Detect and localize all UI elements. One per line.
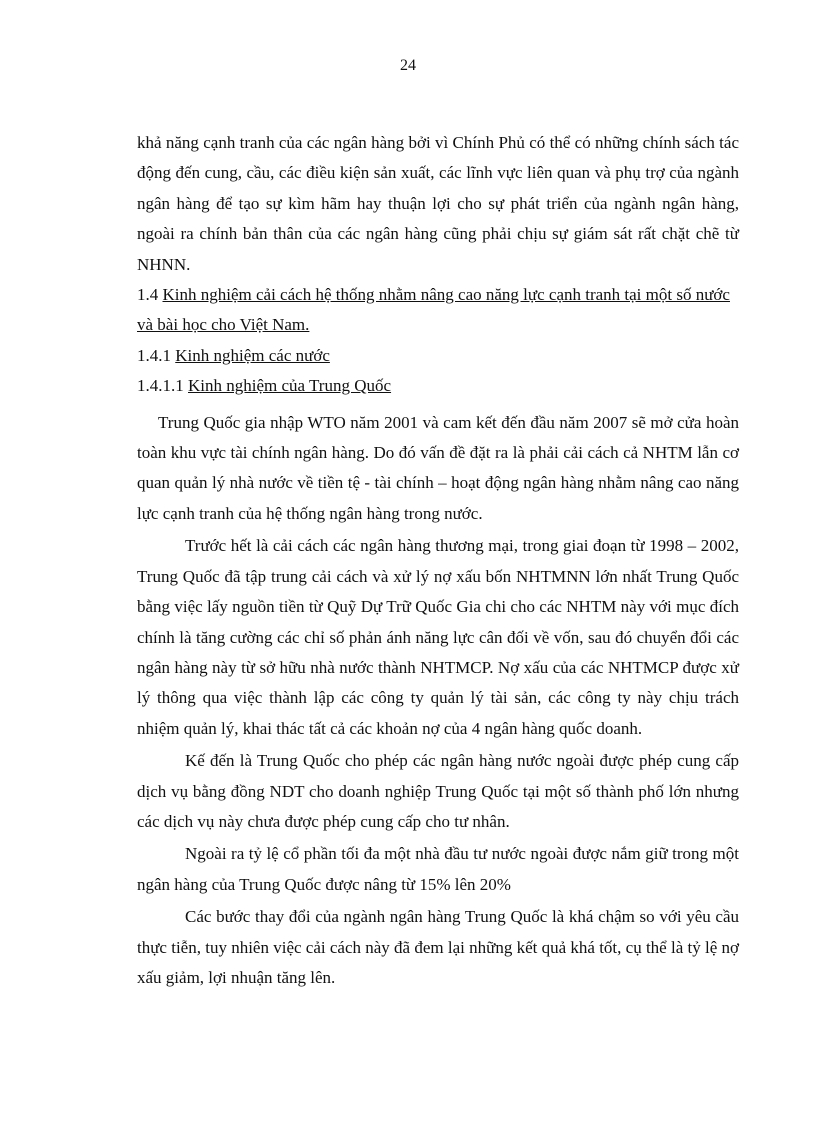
- section-number: 1.4.1.1: [137, 376, 184, 396]
- paragraph-foreign-ownership: Ngoài ra tỷ lệ cổ phần tối đa một nhà đầu tư nước ngoài được nắm giữ trong một ngân hàng của Trung Quốc được nâng từ 15% lên 20%: [137, 844, 739, 894]
- intro-paragraph: khả năng cạnh tranh của các ngân hàng bởi vì Chính Phủ có thể có những chính sách tác động đến cung, cầu, các điều kiện sản xuất, các lĩnh vực liên quan và phụ trợ của ngành ngân hàng để tạo sự kìm hãm hay thuận lợi cho sự phát triển của ngành ngân hàng, ngoài ra chính bản thân của các ngân hàng cũng phải chịu sự giám sát rất chặt chẽ từ NHNN.: [137, 133, 739, 274]
- section-heading-1-4-1-1: [137, 371, 739, 401]
- page-number: 24: [400, 57, 416, 74]
- section-title: Kinh nghiệm cải cách hệ thống nhằm nâng cao năng lực cạnh tranh tại một số nước và bài học cho Việt Nam.: [137, 285, 730, 335]
- paragraph-foreign-banks: Kế đến là Trung Quốc cho phép các ngân hàng nước ngoài được phép cung cấp dịch vụ bằng đồng NDT cho doanh nghiệp Trung Quốc tại một số thành phố lớn nhưng các dịch vụ này chưa được phép cung cấp cho tư nhân.: [137, 751, 739, 831]
- section-heading-1-4: [137, 280, 739, 341]
- paragraph-wto-commitment: Trung Quốc gia nhập WTO năm 2001 và cam kết đến đầu năm 2007 sẽ mở cửa hoàn toàn khu vực tài chính ngân hàng. Do đó vấn đề đặt ra là phải cải cách cả NHTM lẫn cơ quan quản lý nhà nước về tiền tệ - tài chính – hoạt động ngân hàng nhằm nâng cao năng lực cạnh tranh của hệ thống ngân hàng trong nước.: [137, 412, 739, 523]
- paragraph-commercial-bank-reform: Trước hết là cải cách các ngân hàng thương mại, trong giai đoạn từ 1998 – 2002, Trung Quốc đã tập trung cải cách và xử lý nợ xấu bốn NHTMNN lớn nhất Trung Quốc bằng việc lấy nguồn tiền từ Quỹ Dự Trữ Quốc Gia chi cho các NHTM này với mục đích chính là tăng cường các chỉ số phản ánh năng lực cân đối về vốn, sau đó chuyển đổi các ngân hàng này từ sở hữu nhà nước thành NHTMCP. Nợ xấu của các NHTMCP được xử lý thông qua việc thành lập các công ty quản lý tài sản, các công ty này chịu trách nhiệm quản lý, khai thác tất cả các khoản nợ của 4 ngân hàng quốc doanh.: [137, 536, 739, 738]
- section-number: 1.4: [137, 285, 159, 305]
- section-heading-1-4-1: [137, 341, 739, 371]
- paragraph-reform-results: Các bước thay đổi của ngành ngân hàng Trung Quốc là khá chậm so với yêu cầu thực tiễn, tuy nhiên việc cải cách này đã đem lại những kết quả khá tốt, cụ thể là tỷ lệ nợ xấu giảm, lợi nhuận tăng lên.: [137, 907, 739, 987]
- section-number: 1.4.1: [137, 345, 171, 365]
- section-title: Kinh nghiệm các nước: [175, 345, 330, 365]
- document-body: [137, 128, 739, 993]
- section-title: Kinh nghiệm của Trung Quốc: [188, 376, 392, 396]
